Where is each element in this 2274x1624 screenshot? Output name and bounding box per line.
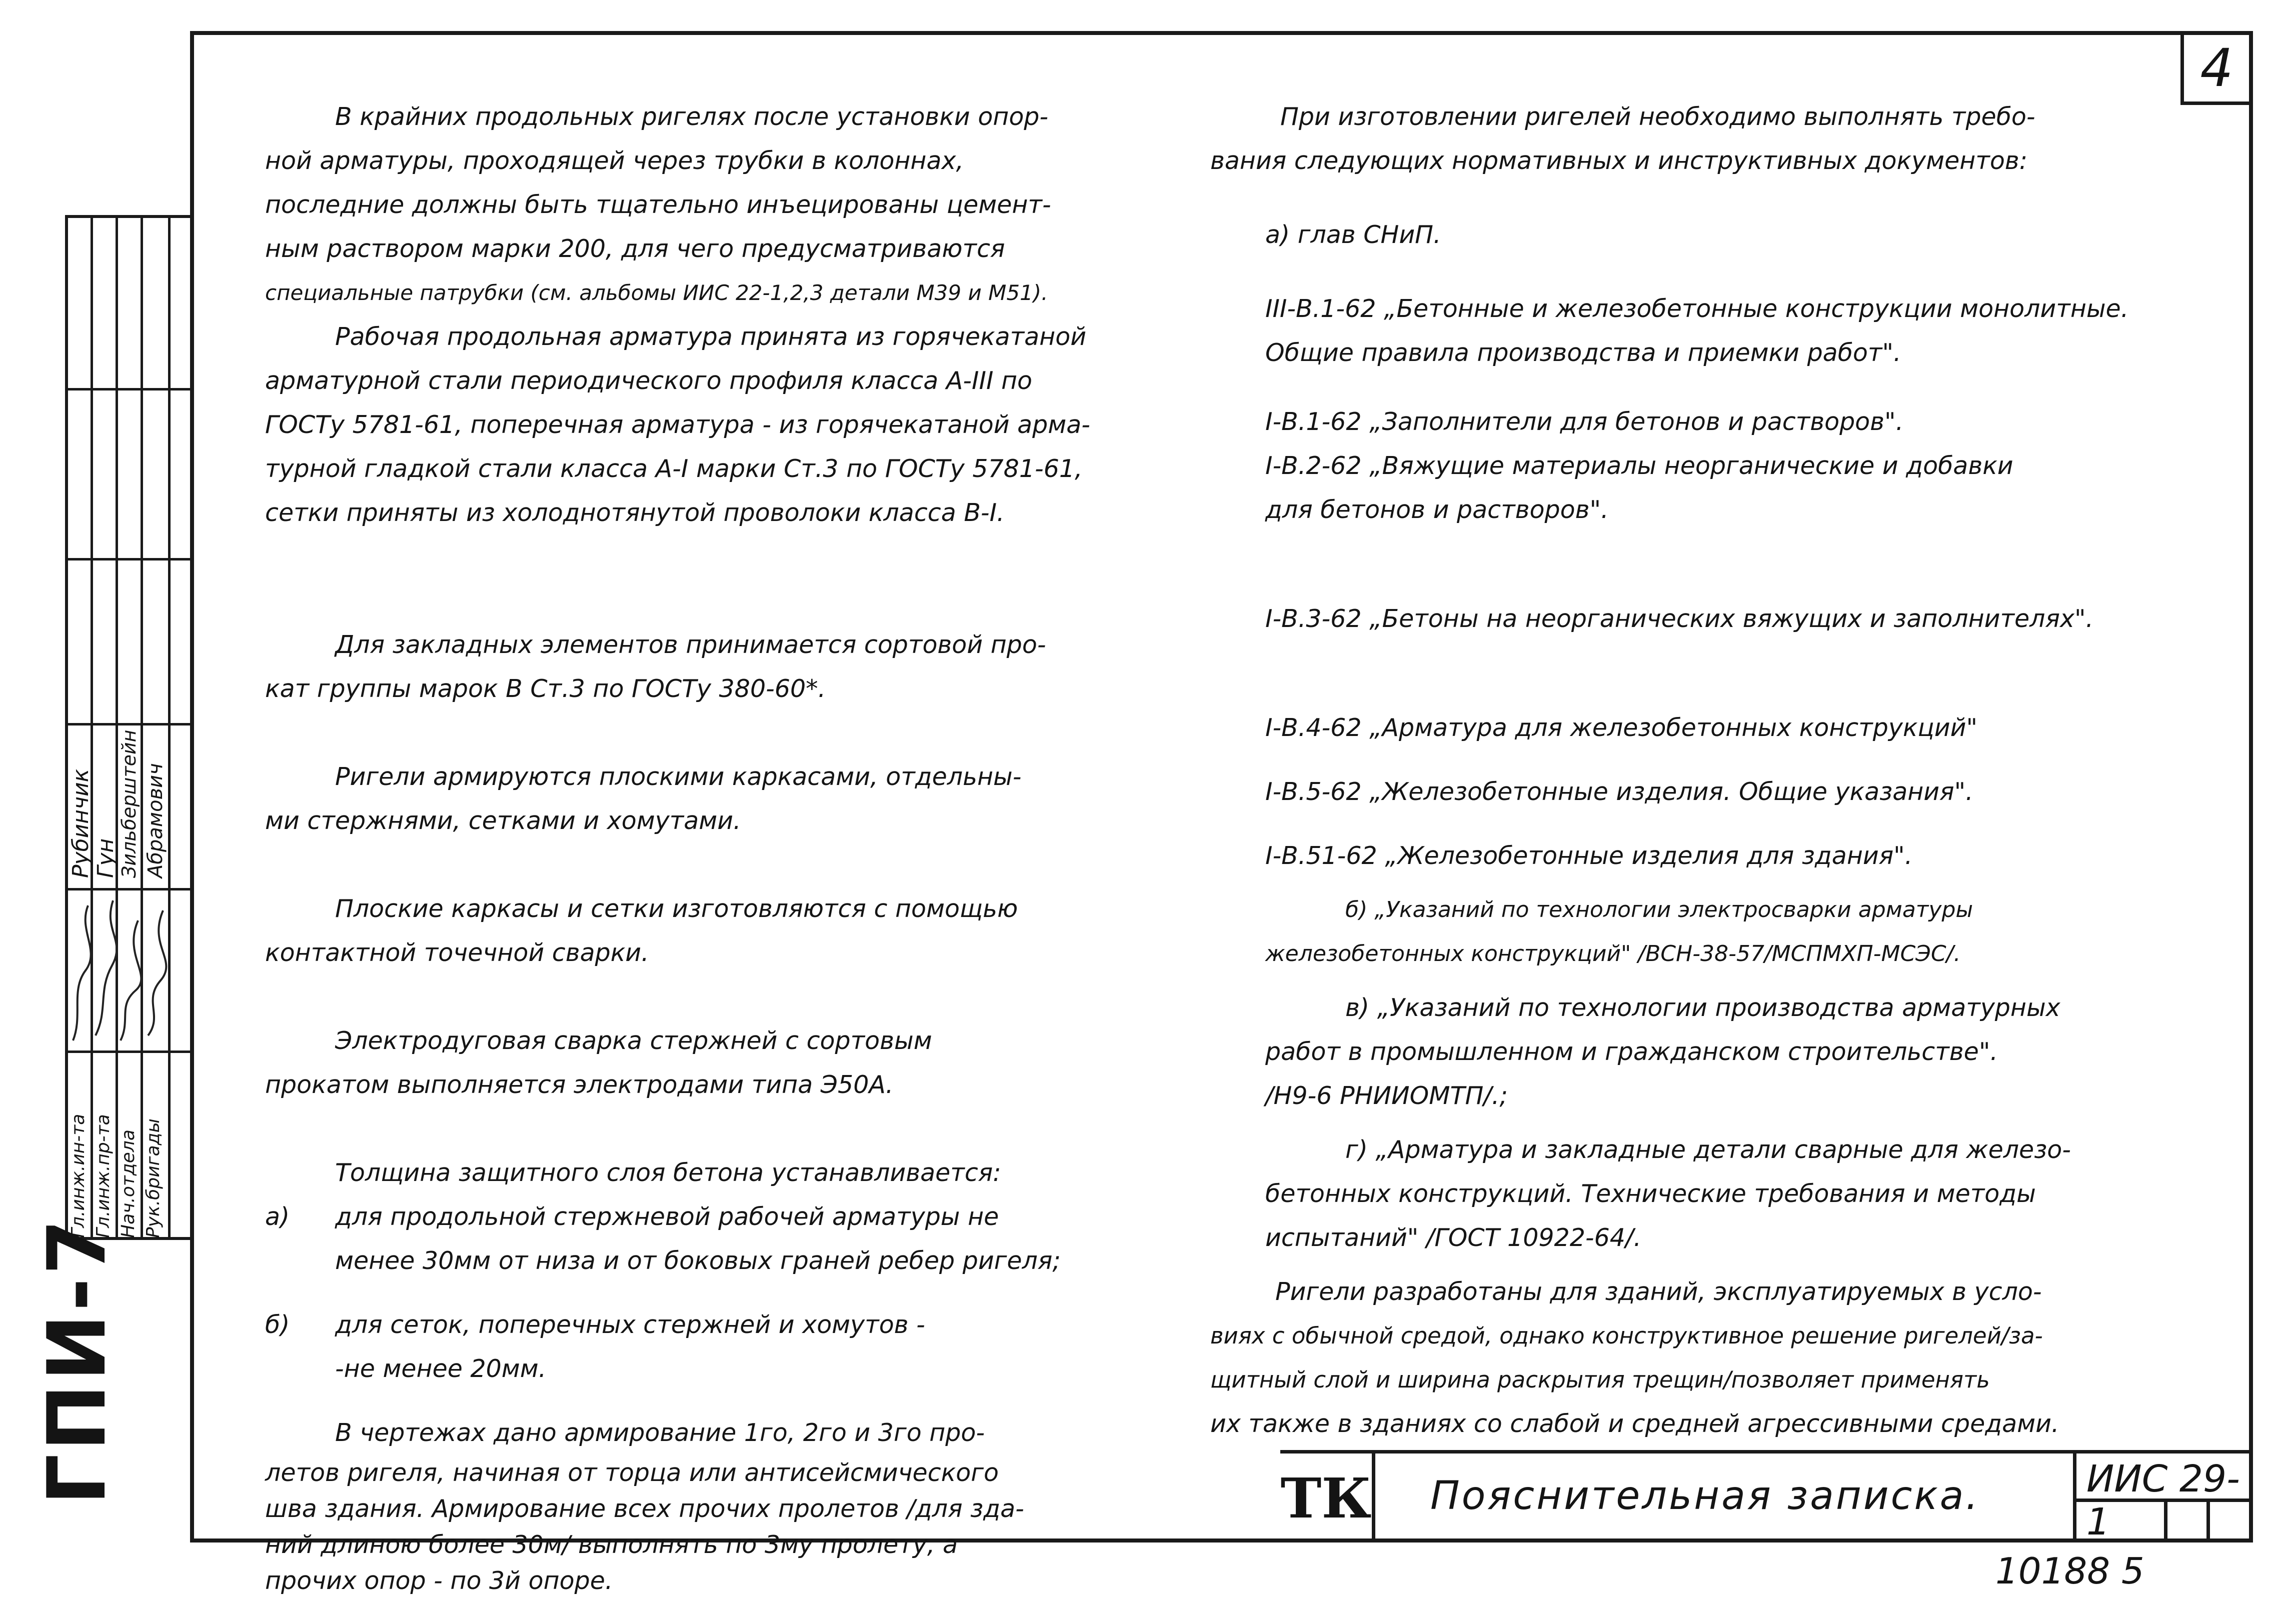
text-line: работ в промышленном и гражданском строительстве". — [1265, 1038, 1998, 1066]
text-line: I-В.1-62 „Заполнители для бетонов и растворов". — [1265, 408, 1904, 436]
right-column — [1210, 95, 2190, 1446]
signatures — [68, 890, 168, 1050]
text-line: Для закладных элементов принимается сортовой про- — [335, 630, 1046, 659]
text-line: прочих опор - по 3й опоре. — [265, 1566, 613, 1595]
text-line: вания следующих нормативных и инструктивных документов: — [1210, 146, 2028, 175]
text-line: их также в зданиях со слабой и средней агрессивными средами. — [1210, 1410, 2059, 1438]
text-line: Электродуговая сварка стержней с сортовым — [335, 1026, 932, 1055]
text-line: ной арматуры, проходящей через трубки в колоннах, — [265, 146, 964, 175]
text-line: I-В.4-62 „Арматура для железобетонных конструкций" — [1265, 714, 1977, 742]
table-divider — [68, 558, 194, 560]
signer-name: Абрамович — [144, 763, 167, 878]
text-line: в) „Указаний по технологии производства арматурных — [1345, 994, 2060, 1022]
text-line: ным раствором марки 200, для чего предусматриваются — [265, 234, 1005, 263]
table-divider — [68, 388, 194, 390]
text-line: Плоские каркасы и сетки изготовляются с помощью — [335, 894, 1018, 923]
text-line: б) „Указаний по технологии электросварки арматуры — [1345, 897, 1973, 922]
sheet-number: 4 — [2180, 31, 2253, 105]
text-line: г) „Арматура и закладные детали сварные для железо- — [1345, 1136, 2071, 1164]
role-label: Нач.отдела — [118, 1130, 139, 1238]
text-line: летов ригеля, начиная от торца или антисейсмического — [265, 1458, 999, 1487]
text-line: шва здания. Армирование всех прочих пролетов /для зда- — [265, 1494, 1024, 1523]
text-line: для продольной стержневой рабочей арматуры не — [335, 1202, 999, 1231]
text-line: Толщина защитного слоя бетона устанавливается: — [335, 1158, 1001, 1187]
text-line: бетонных конструкций. Технические требования и методы — [1265, 1180, 2036, 1208]
text-line: -не менее 20мм. — [335, 1354, 547, 1383]
organization-code: ГПИ-7 — [30, 1216, 124, 1505]
left-column — [265, 95, 1190, 1599]
code-subcells — [2076, 1498, 2253, 1542]
text-line: сетки приняты из холоднотянутой проволоки класса В-I. — [265, 498, 1005, 527]
text-line: I-В.3-62 „Бетоны на неорганических вяжущих и заполнителях". — [1265, 604, 2094, 633]
text-line: Общие правила производства и приемки работ". — [1265, 338, 1901, 367]
text-line: В чертежах дано армирование 1го, 2го и 3го про- — [335, 1418, 985, 1447]
signer-name: Рубинчик — [68, 768, 94, 878]
text-line: контактной точечной сварки. — [265, 938, 649, 967]
table-divider — [68, 1050, 194, 1053]
text-line: для сеток, поперечных стержней и хомутов - — [335, 1310, 925, 1339]
list-marker: а) — [265, 1202, 290, 1231]
role-label: Гл.инж.пр-та — [93, 1114, 114, 1238]
table-divider — [168, 218, 171, 1237]
footer-number: 10188 5 — [1995, 1550, 2144, 1592]
text-line: железобетонных конструкций" /ВСН-38-57/МСПМХП-МСЭС/. — [1265, 941, 1961, 966]
text-line: При изготовлении ригелей необходимо выполнять требо- — [1280, 102, 2035, 131]
signature-table — [65, 215, 194, 1240]
text-line: Рабочая продольная арматура принята из горячекатаной — [335, 322, 1087, 351]
text-line: I-В.5-62 „Железобетонные изделия. Общие указания". — [1265, 778, 1973, 806]
text-line: Ригели разработаны для зданий, эксплуатируемых в усло- — [1275, 1278, 2042, 1306]
text-line: испытаний" /ГОСТ 10922-64/. — [1265, 1224, 1642, 1252]
document-code: ИИС 29-1 — [2086, 1458, 2240, 1544]
text-line: для бетонов и растворов". — [1265, 496, 1609, 524]
text-line: ний длиною более 30м/ выполнять по 3му пролету, а — [265, 1530, 958, 1559]
text-line: прокатом выполняется электродами типа Э50А. — [265, 1070, 894, 1099]
text-line: а) глав СНиП. — [1265, 220, 1441, 249]
signer-name: Зильберштейн — [118, 730, 140, 878]
text-line: арматурной стали периодического профиля класса А-III по — [265, 366, 1033, 395]
table-divider — [68, 723, 194, 726]
text-line: ГОСТу 5781-61, поперечная арматура - из горячекатаной арма- — [265, 410, 1090, 439]
text-line: специальные патрубки (см. альбомы ИИС 22-1,2,3 детали М39 и М51). — [265, 280, 1048, 305]
text-line: ми стержнями, сетками и хомутами. — [265, 806, 741, 835]
document-title: Пояснительная записка. — [1430, 1474, 1980, 1518]
text-line: В крайних продольных ригелях после установки опор- — [335, 102, 1049, 131]
table-divider — [116, 218, 118, 1237]
text-line: кат группы марок В Ст.3 по ГОСТу 380-60*. — [265, 674, 826, 703]
text-line: последние должны быть тщательно инъецированы цемент- — [265, 190, 1051, 219]
table-divider — [141, 218, 143, 1237]
organization-logo: ТК — [1280, 1454, 1375, 1542]
text-line: щитный слой и ширина раскрытия трещин/позволяет применять — [1210, 1366, 1990, 1393]
role-label: Гл.инж.ин-та — [68, 1114, 89, 1238]
list-marker: б) — [265, 1310, 290, 1339]
cell-divider — [2206, 1502, 2210, 1542]
text-line: виях с обычной средой, однако конструктивное решение ригелей/за- — [1210, 1322, 2043, 1349]
code-box — [2073, 1454, 2253, 1542]
text-line: менее 30мм от низа и от боковых граней ребер ригеля; — [335, 1246, 1061, 1275]
table-divider — [91, 218, 93, 1237]
cell-divider — [2164, 1502, 2167, 1542]
text-line: турной гладкой стали класса А-I марки Ст.3 по ГОСТу 5781-61, — [265, 454, 1083, 483]
signer-name: Гун — [93, 838, 119, 878]
text-line: Ригели армируются плоскими каркасами, отдельны- — [335, 762, 1022, 791]
text-line: /Н9-6 РНИИОМТП/.; — [1265, 1082, 1508, 1110]
text-line: III-В.1-62 „Бетонные и железобетонные конструкции монолитные. — [1265, 294, 2129, 323]
text-line: I-В.2-62 „Вяжущие материалы неорганические и добавки — [1265, 452, 2013, 480]
role-label: Рук.бригады — [143, 1118, 164, 1238]
text-line: I-В.51-62 „Железобетонные изделия для здания". — [1265, 842, 1913, 870]
title-block — [1280, 1450, 2253, 1542]
